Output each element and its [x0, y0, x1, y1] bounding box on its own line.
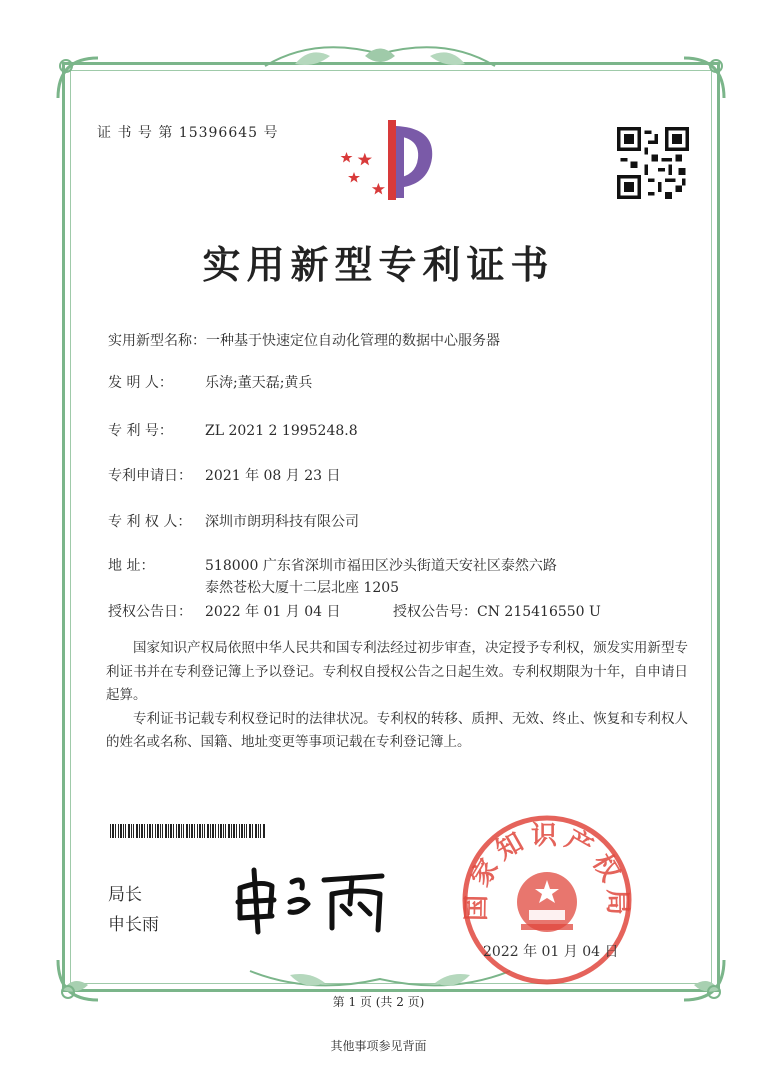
- patent-holder-value: 深圳市朗玥科技有限公司: [205, 514, 359, 530]
- certificate-statement: [106, 637, 688, 755]
- inventor-label: 发 明 人：: [108, 375, 173, 391]
- patent-number-value: ZL 2021 2 1995248.8: [205, 423, 358, 439]
- address-line-1: 518000 广东省深圳市福田区沙头街道天安社区泰然六路: [205, 558, 557, 574]
- patent-holder-label: 专 利 权 人：: [108, 514, 192, 530]
- patent-number-row: [108, 420, 358, 442]
- certificate-number: 证 书 号 第 15396645 号: [97, 125, 279, 141]
- utility-model-name-row: [108, 330, 500, 352]
- director-name: 申长雨: [108, 915, 159, 935]
- page-number: 第 1 页 (共 2 页): [332, 995, 425, 1009]
- back-side-note: 其他事项参见背面: [330, 1039, 427, 1053]
- patent-number-label: 专 利 号：: [108, 423, 173, 439]
- filing-date-row: [108, 465, 341, 487]
- top-floral-ornament: [255, 36, 505, 76]
- grant-date-label: 授权公告日：: [108, 604, 192, 620]
- grant-date-row: [108, 601, 341, 623]
- inventor-value: 乐涛;董天磊;黄兵: [205, 375, 313, 391]
- corner-ornament-top-right: [674, 48, 734, 108]
- filing-date-label: 专利申请日：: [108, 468, 192, 484]
- utility-model-name-value: 一种基于快速定位自动化管理的数据中心服务器: [206, 333, 500, 349]
- publication-number-row: [393, 601, 601, 623]
- director-signature: [232, 858, 402, 938]
- patent-holder-row: [108, 511, 359, 533]
- official-seal-stamp: [457, 810, 637, 990]
- qr-code: [617, 127, 689, 199]
- corner-ornament-top-left: [48, 48, 108, 108]
- publication-number-label: 授权公告号：: [393, 604, 477, 620]
- statement-paragraph-1: 国家知识产权局依照中华人民共和国专利法经过初步审查，决定授予专利权，颁发实用新型专利证书并在专利登记簿上予以登记。专利权自授权公告之日起生效。专利权期限为十年，自申请日起算。: [106, 640, 688, 703]
- address-row: [108, 555, 557, 599]
- filing-date-value: 2021 年 08 月 23 日: [205, 468, 341, 484]
- certificate-title: 实用新型专利证书: [202, 242, 555, 287]
- cnipa-emblem-logo: [330, 118, 450, 208]
- utility-model-name-label: 实用新型名称：: [108, 333, 206, 349]
- director-title: 局长: [108, 885, 142, 905]
- inventor-row: [108, 372, 312, 394]
- seal-date: 2022 年 01 月 04 日: [483, 944, 619, 960]
- barcode: [110, 824, 266, 838]
- grant-date-value: 2022 年 01 月 04 日: [205, 604, 341, 620]
- seal-text: 国家知识产权局: [461, 821, 633, 922]
- statement-paragraph-2: 专利证书记载专利权登记时的法律状况。专利权的转移、质押、无效、终止、恢复和专利权人的姓名或名称、国籍、地址变更等事项记载在专利登记簿上。: [106, 710, 688, 750]
- address-line-2: 泰然苍松大厦十二层北座 1205: [205, 580, 400, 596]
- publication-number-value: CN 215416550 U: [477, 604, 601, 620]
- address-label: 地 址：: [108, 558, 155, 574]
